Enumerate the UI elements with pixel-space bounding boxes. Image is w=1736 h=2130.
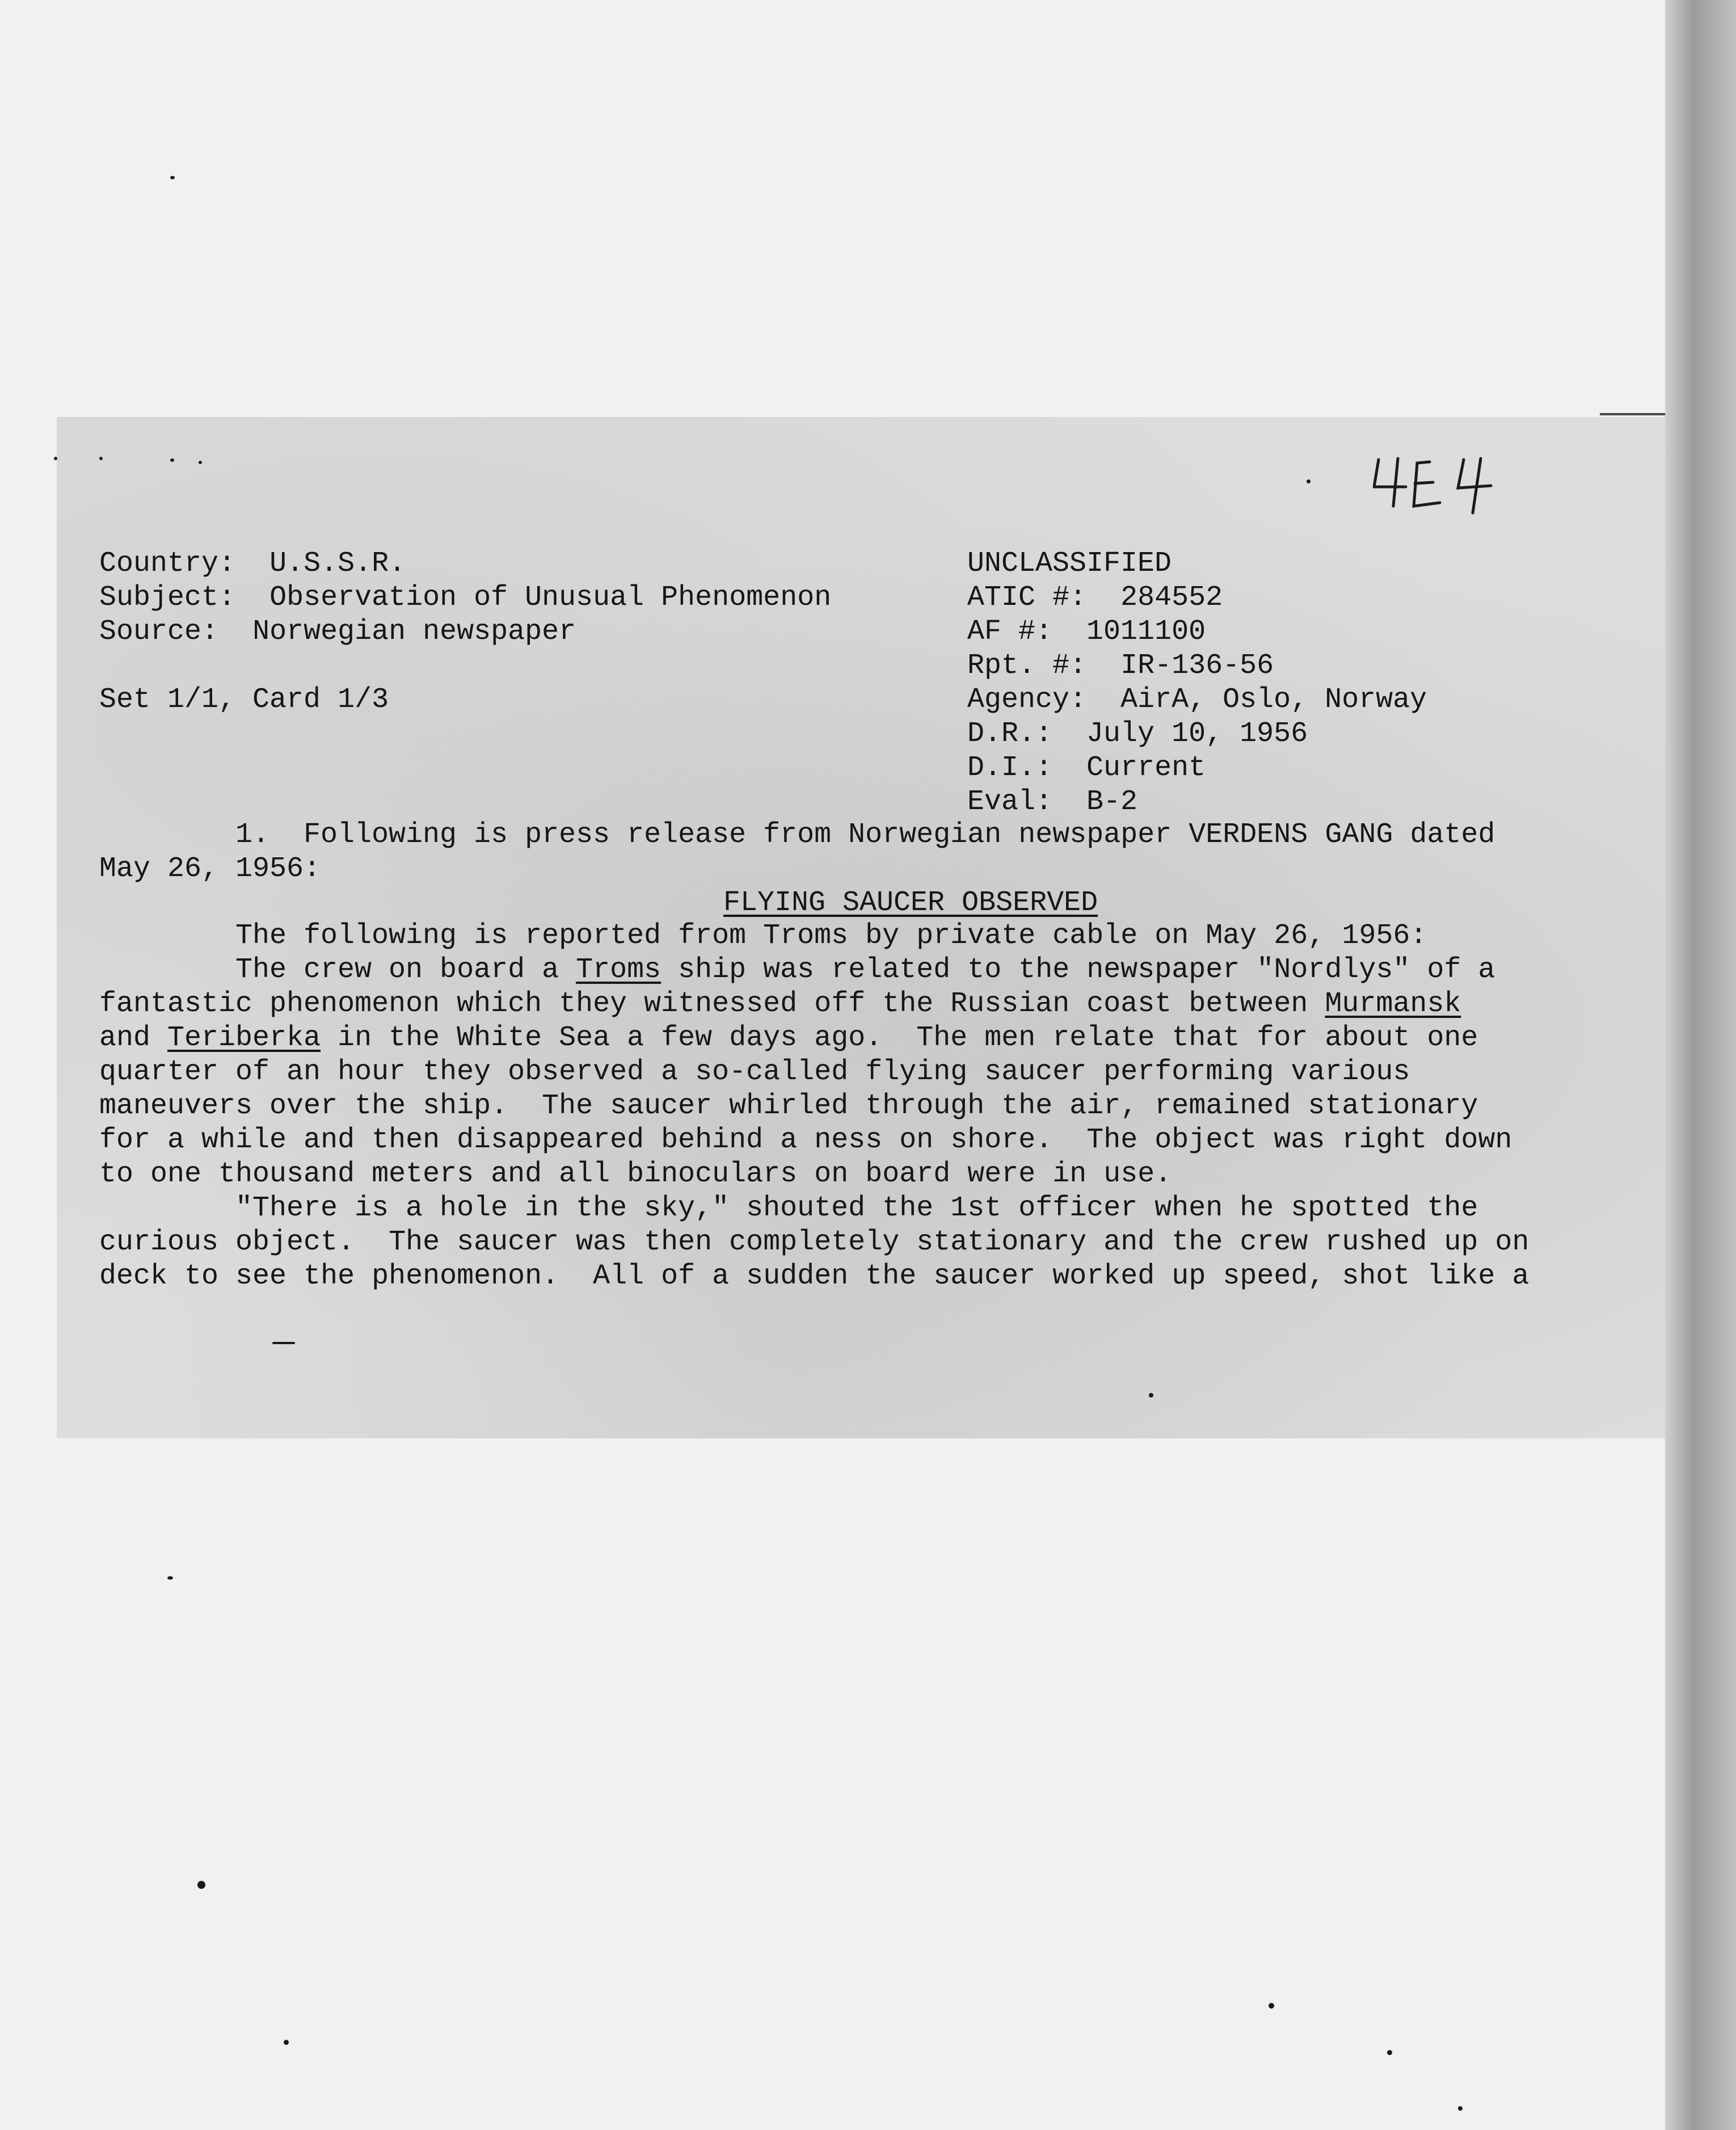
- eval-label: Eval:: [967, 786, 1053, 818]
- scan-speck: [167, 1576, 173, 1580]
- body-text: in the White Sea a few days ago. The men relate that for about one: [321, 1022, 1478, 1054]
- atic-line: [967, 581, 1223, 615]
- atic-value: 284552: [1120, 582, 1223, 614]
- subject-line: [99, 581, 831, 615]
- body-text: The crew on board a: [235, 954, 576, 986]
- scan-speck: [170, 176, 175, 179]
- country-label: Country:: [99, 548, 236, 580]
- source-value: Norwegian newspaper: [252, 616, 576, 648]
- scan-speck: [1387, 2050, 1392, 2055]
- di-label: D.I.:: [967, 752, 1053, 784]
- atic-label: ATIC #:: [967, 582, 1087, 614]
- body-text: ship was related to the newspaper "Nordlys" of a: [661, 954, 1495, 986]
- body-line: "There is a hole in the sky," shouted the 1st officer when he spotted the: [235, 1192, 1478, 1224]
- teriberka-underlined: Teriberka: [167, 1022, 321, 1054]
- band-edge-line: [1600, 413, 1665, 415]
- scan-speck: [1458, 2106, 1463, 2111]
- body-line: to one thousand meters and all binoculars on board were in use.: [99, 1158, 1172, 1190]
- classification-line: UNCLASSIFIED: [967, 548, 1172, 580]
- di-line: [967, 751, 1206, 785]
- body-line: [99, 987, 1461, 1021]
- body-line: maneuvers over the ship. The saucer whirled through the air, remained stationary: [99, 1090, 1478, 1122]
- af-label: AF #:: [967, 616, 1053, 648]
- scan-speck: [54, 457, 57, 460]
- dr-label: D.R.:: [967, 718, 1053, 750]
- scan-speck: [272, 1342, 295, 1344]
- scan-speck: [1269, 2003, 1274, 2009]
- subject-label: Subject:: [99, 582, 236, 614]
- intro-line-2: May 26, 1956:: [99, 853, 321, 885]
- set-card-line: Set 1/1, Card 1/3: [99, 684, 389, 716]
- country-line: [99, 547, 406, 581]
- body-line: [99, 1021, 1478, 1055]
- article-title-text: FLYING SAUCER OBSERVED: [723, 887, 1098, 919]
- scan-speck: [1307, 479, 1311, 483]
- murmansk-underlined: Murmansk: [1325, 988, 1461, 1020]
- dr-value: July 10, 1956: [1086, 718, 1308, 750]
- body-line: for a while and then disappeared behind a ness on shore. The object was right down: [99, 1124, 1512, 1156]
- body-line: quarter of an hour they observed a so-called flying saucer performing various: [99, 1056, 1410, 1088]
- source-label: Source:: [99, 616, 219, 648]
- di-value: Current: [1086, 752, 1206, 784]
- scan-speck: [170, 458, 174, 462]
- rpt-line: [967, 649, 1274, 683]
- agency-label: Agency:: [967, 684, 1087, 716]
- rpt-value: IR-136-56: [1120, 650, 1274, 682]
- scan-speck: [284, 2040, 289, 2045]
- scan-speck: [99, 457, 103, 460]
- agency-line: [967, 683, 1427, 717]
- subject-value: Observation of Unusual Phenomenon: [269, 582, 832, 614]
- intro-line-1: 1. Following is press release from Norwegian newspaper VERDENS GANG dated: [235, 819, 1495, 851]
- handwritten-mark: [1373, 454, 1498, 519]
- article-title: [723, 886, 1098, 920]
- body-line: curious object. The saucer was then completely stationary and the crew rushed up on: [99, 1226, 1529, 1258]
- scan-speck: [1149, 1393, 1153, 1397]
- rpt-label: Rpt. #:: [967, 650, 1087, 682]
- af-line: [967, 615, 1206, 649]
- dr-line: [967, 717, 1308, 751]
- body-line: deck to see the phenomenon. All of a sudden the saucer worked up speed, shot like a: [99, 1260, 1529, 1293]
- source-line: [99, 615, 576, 649]
- body-text: and: [99, 1022, 168, 1054]
- eval-line: [967, 785, 1137, 819]
- country-value: U.S.S.R.: [269, 548, 406, 580]
- scan-speck: [197, 1881, 205, 1889]
- body-line: [235, 953, 1495, 987]
- eval-value: B-2: [1086, 786, 1138, 818]
- body-line: The following is reported from Troms by private cable on May 26, 1956:: [235, 920, 1427, 952]
- handwritten-4e4-icon: [1373, 454, 1498, 516]
- troms-underlined: Troms: [576, 954, 661, 986]
- scan-speck: [199, 461, 202, 464]
- body-text: fantastic phenomenon which they witnessed off the Russian coast between: [99, 988, 1325, 1020]
- af-value: 1011100: [1086, 616, 1206, 648]
- film-edge: [1665, 0, 1736, 2130]
- agency-value: AirA, Oslo, Norway: [1120, 684, 1427, 716]
